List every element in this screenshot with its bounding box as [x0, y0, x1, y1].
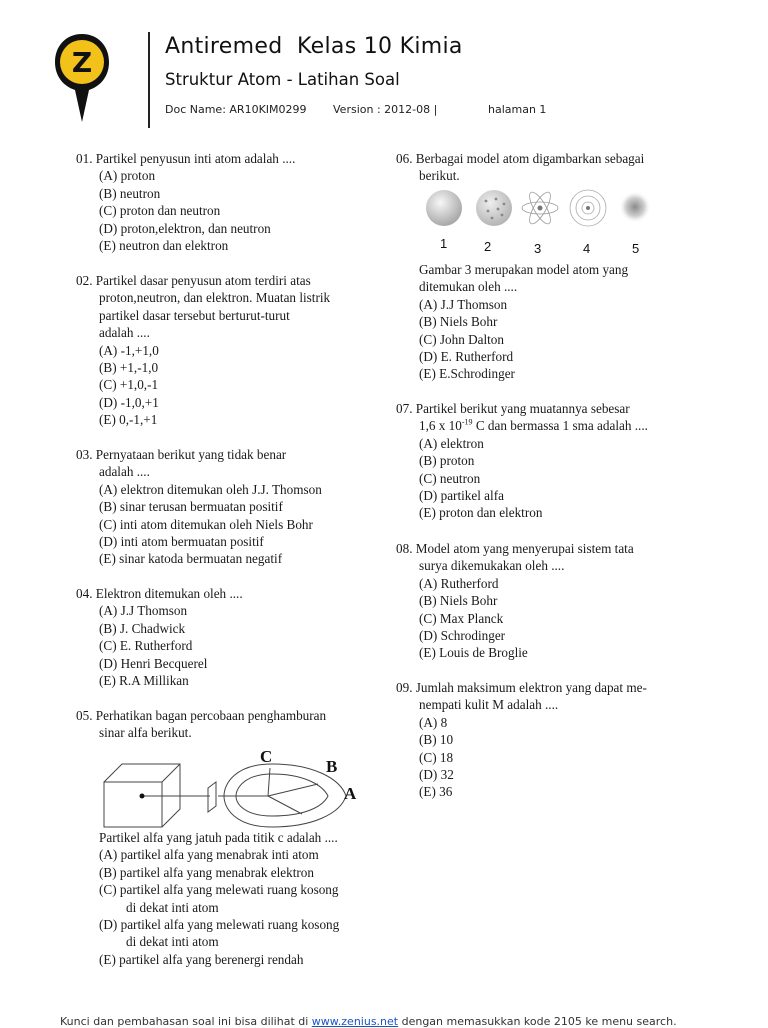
atom-number-1: 1 [440, 236, 448, 251]
alpha-scattering-diagram [100, 744, 370, 830]
source-box-front [104, 782, 162, 827]
option-a: (A) partikel alfa yang menabrak inti atom [99, 847, 319, 863]
atom-number-2: 2 [484, 239, 492, 254]
atom-model-3 [522, 189, 558, 226]
option-d: (D) -1,0,+1 [99, 394, 159, 410]
atom-model-5 [619, 191, 651, 223]
page-number: halaman 1 [488, 103, 547, 116]
page-subtitle: Struktur Atom - Latihan Soal [165, 70, 400, 89]
option-e: (E) 0,-1,+1 [99, 412, 158, 428]
option-a: (A) elektron ditemukan oleh J.J. Thomson [99, 481, 322, 497]
option-e: (E) Louis de Broglie [419, 645, 528, 661]
option-e: (E) proton dan elektron [419, 505, 543, 521]
option-a: (A) elektron [419, 435, 484, 451]
source-point [140, 794, 145, 799]
question-prompt: Partikel alfa yang jatuh pada titik c adalah .... [99, 830, 338, 845]
option-b: (B) Niels Bohr [419, 314, 498, 330]
option-a: (A) J.J Thomson [99, 603, 188, 619]
question-06-body [396, 261, 696, 383]
stem-line: nempati kulit M adalah .... [419, 697, 559, 713]
option-a: (A) proton [99, 168, 156, 184]
option-c: (C) Max Planck [419, 610, 504, 626]
atom-model-4 [570, 190, 606, 226]
option-b: (B) partikel alfa yang menabrak elektron [99, 864, 314, 880]
label-a: A [344, 784, 357, 803]
option-c: (C) 18 [419, 749, 454, 765]
option-c: (C) John Dalton [419, 331, 504, 347]
option-d: (D) proton,elektron, dan neutron [99, 220, 271, 236]
question-08 [396, 540, 696, 662]
question-stem: 09. Jumlah maksimum elektron yang dapat me- [396, 680, 647, 695]
question-stem: 01. Partikel penyusun inti atom adalah .... [76, 151, 296, 166]
option-d-cont: di dekat inti atom [126, 934, 219, 950]
question-stem: 02. Partikel dasar penyusun atom terdiri atas [76, 273, 311, 288]
option-b: (B) neutron [99, 185, 161, 201]
option-c: (C) proton dan neutron [99, 203, 221, 219]
atom-number-3: 3 [534, 241, 542, 256]
option-b: (B) sinar terusan bermuatan positif [99, 499, 283, 515]
option-e: (E) neutron dan elektron [99, 238, 229, 254]
question-prompt: Gambar 3 merupakan model atom yang [419, 262, 629, 277]
question-02 [76, 272, 376, 429]
question-05-body [76, 829, 376, 968]
option-d: (D) partikel alfa yang melewati ruang kosong [99, 917, 340, 933]
question-stem: 05. Perhatikan bagan percobaan penghamburan [76, 708, 327, 723]
option-b: (B) proton [419, 453, 475, 469]
option-d: (D) Schrodinger [419, 628, 506, 644]
question-04 [76, 585, 376, 689]
page-title: Antiremed Kelas 10 Kimia [165, 34, 463, 59]
label-c: C [260, 747, 273, 766]
question-stem: 03. Pernyataan berikut yang tidak benar [76, 447, 287, 462]
atom-number-5: 5 [632, 241, 640, 256]
option-d: (D) partikel alfa [419, 488, 504, 504]
option-c: (C) partikel alfa yang melewati ruang kosong [99, 882, 339, 898]
stem-line: surya dikemukakan oleh .... [419, 558, 565, 574]
atom-number-4: 4 [583, 241, 591, 256]
option-c: (C) neutron [419, 470, 481, 486]
option-c: (C) E. Rutherford [99, 638, 193, 654]
atom-model-1 [426, 190, 462, 226]
option-c: (C) +1,0,-1 [99, 377, 159, 393]
question-09 [396, 679, 696, 801]
question-stem: 07. Partikel berikut yang muatannya sebesar [396, 401, 630, 416]
stem-line: adalah .... [99, 464, 150, 480]
option-c: (C) inti atom ditemukan oleh Niels Bohr [99, 516, 313, 532]
option-b: (B) Niels Bohr [419, 593, 498, 609]
question-prompt: ditemukan oleh .... [419, 279, 518, 295]
slit [208, 782, 216, 812]
atom-models-figure [420, 187, 665, 257]
footer-note: Kunci dan pembahasan soal ini bisa dilihat di www.zenius.net dengan memasukkan kode 2105 ke menu search. [60, 1015, 677, 1028]
stem-line: partikel dasar tersebut berturut-turut [99, 307, 290, 323]
zenius-link[interactable]: www.zenius.net [311, 1015, 399, 1028]
option-b: (B) J. Chadwick [99, 620, 186, 636]
doc-name: Doc Name: AR10KIM0299 [165, 103, 307, 116]
question-stem: 04. Elektron ditemukan oleh .... [76, 586, 243, 601]
question-stem: 08. Model atom yang menyerupai sistem tata [396, 541, 634, 556]
option-a: (A) J.J Thomson [419, 296, 508, 312]
label-b: B [326, 757, 338, 776]
option-e: (E) partikel alfa yang berenergi rendah [99, 951, 304, 967]
doc-version: Version : 2012-08 | [333, 103, 438, 116]
stem-line: 1,6 x $10^{-19}$ C dan bermassa 1 sma adalah .... [419, 418, 648, 434]
option-e: (E) 36 [419, 784, 453, 800]
option-d: (D) E. Rutherford [419, 349, 514, 365]
option-d: (D) 32 [419, 767, 454, 783]
option-b: (B) +1,-1,0 [99, 360, 159, 376]
stem-line: adalah .... [99, 325, 150, 341]
option-c-cont: di dekat inti atom [126, 899, 219, 915]
option-a: (A) Rutherford [419, 575, 499, 591]
question-06 [396, 150, 696, 185]
question-stem: 06. Berbagai model atom digambarkan sebagai [396, 151, 645, 166]
option-e: (E) R.A Millikan [99, 673, 189, 689]
header-divider [148, 32, 150, 128]
stem-line: berikut. [419, 168, 460, 184]
question-01 [76, 150, 376, 254]
option-b: (B) 10 [419, 732, 454, 748]
option-e: (E) E.Schrodinger [419, 366, 515, 382]
option-d: (D) Henri Becquerel [99, 655, 208, 671]
option-e: (E) sinar katoda bermuatan negatif [99, 551, 283, 567]
question-05 [76, 707, 376, 742]
stem-line: proton,neutron, dan elektron. Muatan listrik [99, 290, 331, 306]
option-d: (D) inti atom bermuatan positif [99, 534, 264, 550]
atom-model-2 [476, 190, 512, 226]
stem-line: sinar alfa berikut. [99, 725, 192, 741]
question-07 [396, 400, 696, 522]
zenius-logo [53, 32, 111, 124]
option-a: (A) -1,+1,0 [99, 342, 159, 358]
logo-letter: Z [71, 46, 93, 79]
option-a: (A) 8 [419, 714, 448, 730]
exponent: -19 [461, 418, 473, 428]
question-03 [76, 446, 376, 568]
